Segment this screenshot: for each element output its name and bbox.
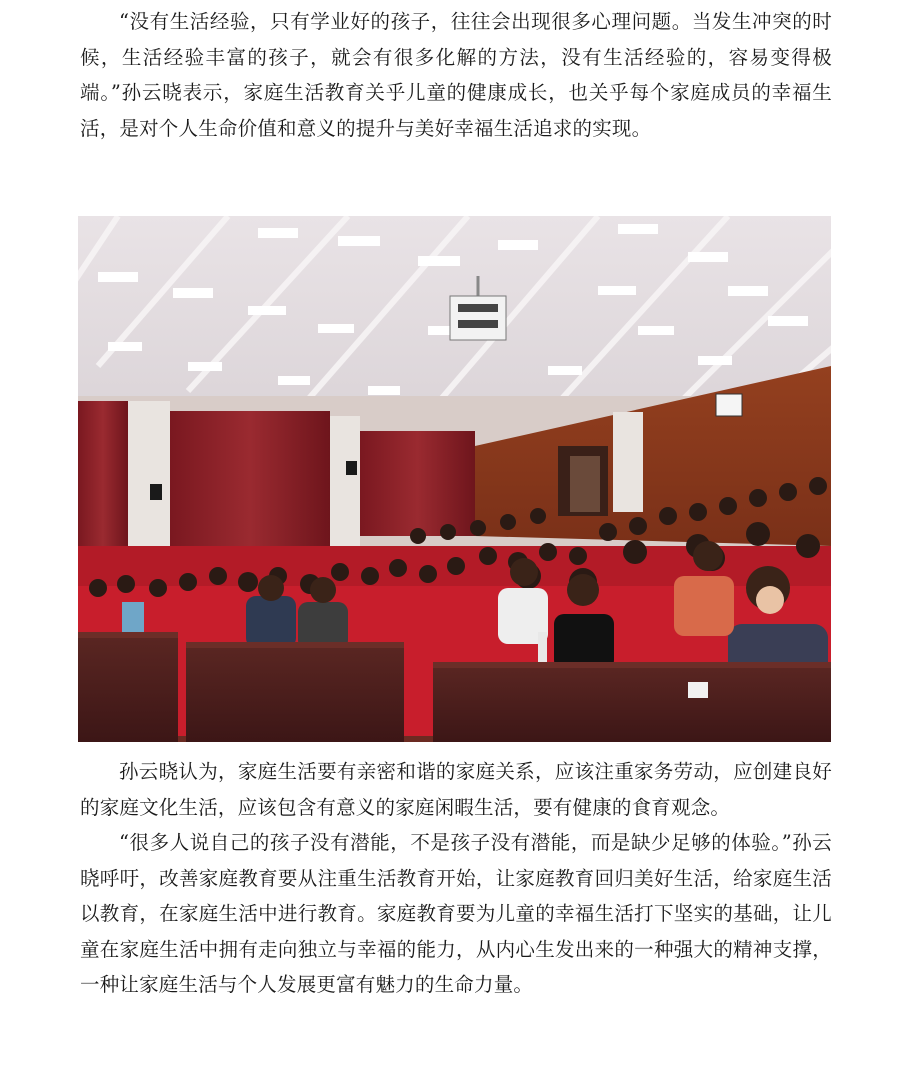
auditorium-photo	[78, 216, 831, 742]
article-paragraph-3: “很多人说自己的孩子没有潜能，不是孩子没有潜能，而是缺少足够的体验。”孙云晓呼吁，改善家庭教育要从注重生活教育开始，让家庭教育回归美好生活，给家庭生活以教育，在家庭生活中进行教育。家庭教育要为儿童的幸福生活打下坚实的基础，让儿童在家庭生活中拥有走向独立与幸福的能力，从内心生发出来的一种强大的精神支撑，一种让家庭生活与个人发展更富有魅力的生命力量。	[80, 831, 832, 996]
article-paragraph-1: “没有生活经验，只有学业好的孩子，往往会出现很多心理问题。当发生冲突的时候，生活经验丰富的孩子，就会有很多化解的方法，没有生活经验的，容易变得极端。”孙云晓表示，家庭生活教育关乎儿童的健康成长，也关乎每个家庭成员的幸福生活，是对个人生命价值和意义的提升与美好幸福生活追求的实现。	[80, 10, 832, 140]
article-paragraph-2: 孙云晓认为，家庭生活要有亲密和谐的家庭关系，应该注重家务劳动，应创建良好的家庭文化生活，应该包含有意义的家庭闲暇生活，要有健康的食育观念。	[80, 760, 832, 819]
